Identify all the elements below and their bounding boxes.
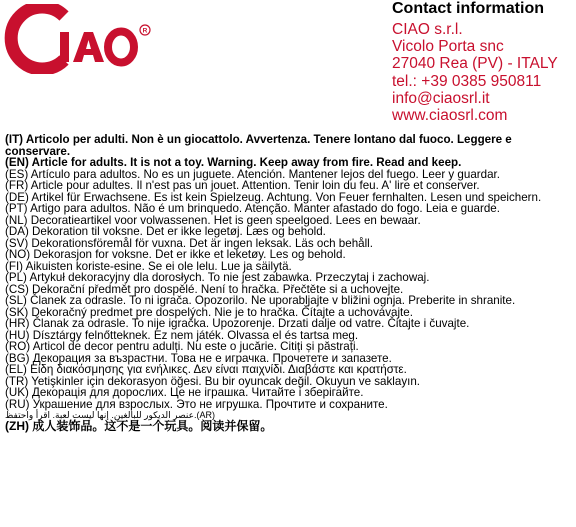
- notice-line: (ZH) 成人装饰品。这不是一个玩具。阅读并保留。: [5, 419, 273, 433]
- notice-line: (TR) Yetişkinler için dekorasyon öğesi. Bu bir oyuncak değil. Okuyun ve saklayın.: [5, 374, 421, 388]
- notice-line: (PT) Artigo para adultos. Não é um brinquedo. Atenção. Manter afastado do fogo. Leia e guarde.: [5, 202, 500, 215]
- notice-line: (SK) Dekoračný predmet pre dospelých. Nie je to hračka. Čítajte a uchovávajte.: [5, 305, 413, 319]
- email-address: info@ciaosrl.it: [392, 89, 490, 107]
- svg-text:R: R: [142, 27, 148, 35]
- notice-line: (FR) Article pour adultes. Il n'est pas un jouet. Attention. Tenir loin du feu. A' lire et conserver.: [5, 179, 480, 192]
- notice-line: (UK) Декорація для дорослих. Це не іграшка. Читайте і зберігайте.: [5, 386, 364, 399]
- street-address: Vicolo Porta snc: [392, 38, 504, 56]
- notice-line: (RO) Articol de decor pentru adulți. Nu este o jucărie. Citiți și păstrați.: [5, 340, 359, 353]
- ciao-logo-mark: [2, 4, 152, 74]
- logo-i-shape: [60, 32, 69, 62]
- ciao-logo: [2, 4, 152, 74]
- logo-o-shape: [108, 32, 134, 63]
- notice-line: (SV) Dekorationsföremål för vuxna. Det är ingen leksak. Läs och behåll.: [5, 236, 373, 250]
- notice-line: (EL) Είδη διακόσμησης για ενήλικες. Δεν είναι παιχνίδι. Διαβάστε και κρατήστε.: [5, 363, 407, 376]
- notice-line: عنصر الديكور للبالغين. إنها ليست لعبة. اقرأ واحتفظ.(AR): [5, 410, 215, 420]
- notice-line: (ES) Artículo para adultos. No es un juguete. Atención. Mantener lejos del fuego. Leer y guardar.: [5, 167, 500, 181]
- notice-line: (PL) Artykuł dekoracyjny dla dorosłych. To nie jest zabawka. Przeczytaj i zachowaj.: [5, 271, 430, 284]
- notice-line: (DE) Artikel für Erwachsene. Es ist kein Spielzeug. Achtung. Von Feuer fernhalten. Lesen und speichern.: [5, 190, 542, 204]
- website-url: www.ciaosrl.com: [392, 107, 508, 125]
- notice-line: (HU) Dísztárgy felnőtteknek. Ez nem játék. Olvassa el és tartsa meg.: [5, 328, 359, 342]
- notice-line: (EN) Article for adults. It is not a toy. Warning. Keep away from fire. Read and keep.: [5, 156, 462, 169]
- city-address: 27040 Rea (PV) - ITALY: [392, 55, 558, 73]
- notice-line: (FI) Aikuisten koriste-esine. Se ei ole lelu. Lue ja säilytä.: [5, 259, 292, 273]
- notice-line: (BG) Декорация за възрастни. Това не е играчка. Прочетете и запазете.: [5, 351, 392, 365]
- contact-info: [392, 0, 558, 124]
- notice-line: (SL) Članek za odrasle. To ni igrača. Opozorilo. Ne uporabljajte v bližini ognja. Preberite in shranite.: [5, 294, 516, 307]
- notice-line: (NO) Dekorasjon for voksne. Det er ikke et leketøy. Les og behold.: [5, 248, 346, 261]
- logo-c-shape: [11, 7, 64, 69]
- logo-a-shape: [73, 32, 104, 62]
- notice-line: (RU) Украшение для взрослых. Это не игрушка. Прочтите и сохраните.: [5, 397, 388, 411]
- safety-notices: [5, 134, 573, 433]
- company-name: CIAO s.r.l.: [392, 21, 463, 38]
- notice-line: (IT) Articolo per adulti. Non è un giocattolo. Avvertenza. Tenere lontano dal fuoco. Leggere e conservare.: [5, 133, 512, 158]
- notice-line: (CS) Dekorační předmět pro dospělé. Není to hračka. Přečtěte si a uchovejte.: [5, 282, 404, 296]
- phone-number: tel.: +39 0385 950811: [392, 72, 542, 90]
- notice-line: (NL) Decoratieartikel voor volwassenen. Het is geen speelgoed. Lees en bewaar.: [5, 213, 421, 227]
- notice-line: (HR) Članak za odrasle. To nije igračka. Upozorenje. Drzati dalje od vatre. Čitajte i čuvajte.: [5, 317, 470, 330]
- contact-title: Contact information: [392, 0, 544, 17]
- notice-line: (DA) Dekoration til voksne. Det er ikke legetøj. Læs og behold.: [5, 225, 326, 238]
